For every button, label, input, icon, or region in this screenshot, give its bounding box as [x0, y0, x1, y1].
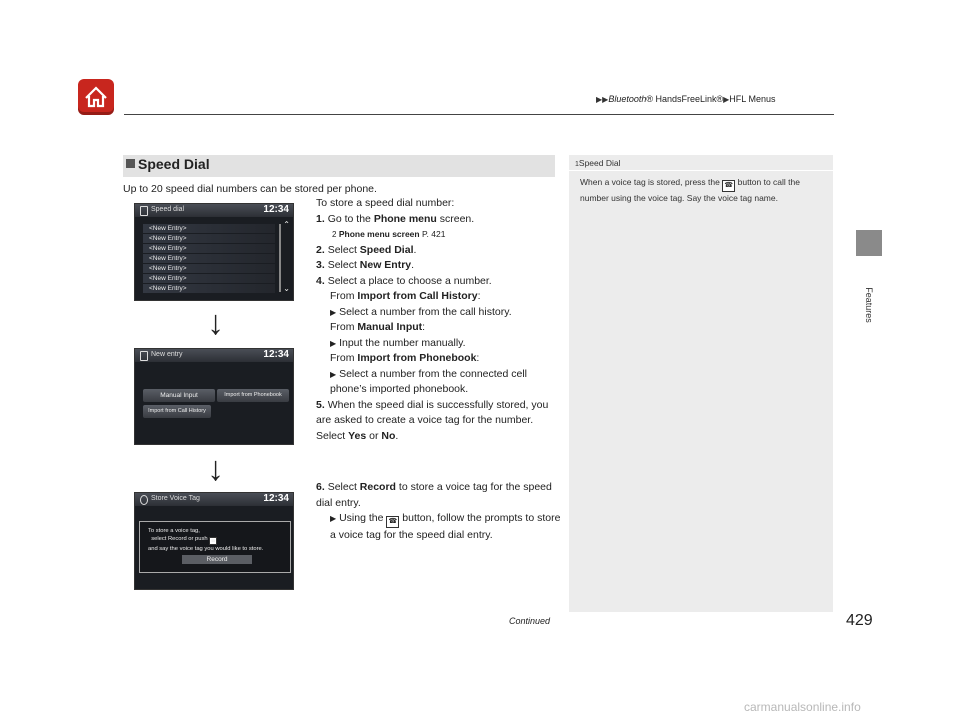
triangle-icon: ▶: [330, 514, 337, 523]
step-4: 4. Select a place to choose a number.: [316, 274, 492, 287]
header-divider: [124, 114, 834, 115]
speed-dial-entry[interactable]: <New Entry>: [143, 244, 275, 253]
screen-title: New entry: [151, 351, 183, 358]
new-entry-screen: [134, 348, 294, 445]
option-phonebook: From Import from Phonebook:: [330, 352, 480, 364]
screen-title: Store Voice Tag: [151, 495, 200, 502]
manual-input-button[interactable]: Manual Input: [143, 389, 215, 402]
triangle-icon: ▶: [723, 95, 730, 104]
phone-icon: [140, 206, 148, 216]
note-text: When a voice tag is stored, press the ☎ button to call the number using the voice tag. Say the voice tag name.: [580, 177, 800, 203]
voice-icon: [140, 495, 148, 505]
section-header: [123, 155, 555, 177]
speed-dial-entry[interactable]: <New Entry>: [143, 254, 275, 263]
screen-title-bar: [135, 493, 293, 506]
breadcrumb-bluetooth: Bluetooth: [608, 94, 647, 104]
import-phonebook-button[interactable]: Import from Phonebook: [217, 389, 289, 402]
screen-clock: 12:34: [263, 493, 289, 504]
continued-label: Continued: [509, 616, 551, 626]
watermark: carmanualsonline.info: [744, 700, 861, 714]
scroll-up-icon[interactable]: ⌃: [283, 220, 290, 229]
chapter-tab: [856, 230, 882, 256]
note-panel: [569, 155, 833, 612]
speed-dial-entry[interactable]: <New Entry>: [143, 234, 275, 243]
option-call-history: From Import from Call History:: [330, 290, 481, 302]
note-title: 1Speed Dial: [575, 158, 621, 168]
down-arrow-icon: ↓: [207, 450, 224, 488]
step-5: 5. When the speed dial is successfully stored, you are asked to create a voice tag for the number. Select Yes or No.: [316, 398, 549, 442]
screen-title-bar: [135, 349, 293, 362]
down-arrow-icon: ↓: [207, 304, 224, 342]
talk-button-icon: ☎: [722, 180, 735, 192]
talk-button-icon: ☎: [210, 538, 216, 543]
breadcrumb-hfl-menus: HFL Menus: [729, 94, 776, 104]
option-call-history-desc: ▶ Select a number from the call history.: [330, 305, 512, 318]
screen-clock: 12:34: [263, 204, 289, 215]
screen-title-bar: [135, 204, 293, 217]
speed-dial-entry[interactable]: <New Entry>: [143, 284, 275, 293]
triangle-icon: ▶: [330, 369, 337, 379]
page-number: 429: [846, 612, 873, 629]
phone-icon: [140, 351, 148, 361]
dialog-text: To store a voice tag, select Record or push ☎ and say the voice tag you would like to store.: [148, 528, 264, 552]
step-6-desc: ▶ Using the ☎ button, follow the prompts to store a voice tag for the speed dial entry.: [330, 512, 561, 541]
steps-list: [316, 196, 561, 544]
scrollbar[interactable]: [279, 224, 281, 292]
steps-lead: To store a speed dial number:: [316, 197, 455, 209]
voice-tag-dialog: [139, 521, 291, 573]
square-bullet-icon: [126, 159, 135, 168]
step-6: 6. Select Record to store a voice tag for the speed dial entry.: [316, 481, 552, 509]
breadcrumb: [596, 94, 775, 104]
scroll-down-icon[interactable]: ⌄: [283, 284, 290, 293]
talk-button-icon: ☎: [386, 516, 399, 528]
note-ref-icon: 1: [575, 161, 579, 168]
speed-dial-entry[interactable]: <New Entry>: [143, 264, 275, 273]
breadcrumb-handsfreelink: ® HandsFreeLink®: [646, 94, 724, 104]
speed-dial-entry[interactable]: <New Entry>: [143, 274, 275, 283]
triangle-icon: ▶: [330, 307, 337, 317]
step-1: 1. Go to the Phone menu screen.: [316, 212, 475, 225]
section-title: Speed Dial: [138, 155, 210, 172]
reference-arrow-icon: 2: [332, 230, 337, 239]
note-divider: [569, 170, 833, 171]
triangle-icon: ▶: [330, 338, 337, 348]
chapter-label: Features: [864, 287, 874, 323]
step-3: 3. Select New Entry.: [316, 259, 415, 271]
triangle-icon: ▶▶: [596, 95, 609, 104]
home-icon[interactable]: [78, 79, 114, 115]
speed-dial-screen: [134, 203, 294, 301]
option-manual-input-desc: ▶ Input the number manually.: [330, 336, 466, 349]
intro-text: Up to 20 speed dial numbers can be stored per phone.: [123, 183, 377, 195]
screen-clock: 12:34: [263, 349, 289, 360]
option-manual-input: From Manual Input:: [330, 321, 426, 333]
option-phonebook-desc: ▶ Select a number from the connected cell phone’s imported phonebook.: [330, 367, 528, 395]
step-2: 2. Select Speed Dial.: [316, 243, 417, 256]
store-voice-tag-screen: [134, 492, 294, 590]
record-button[interactable]: Record: [182, 555, 252, 564]
speed-dial-entry[interactable]: <New Entry>: [143, 224, 275, 233]
import-call-history-button[interactable]: Import from Call History: [143, 405, 211, 418]
step-1-reference[interactable]: 2 Phone menu screen P. 421: [332, 229, 446, 239]
screen-title: Speed dial: [151, 206, 185, 213]
